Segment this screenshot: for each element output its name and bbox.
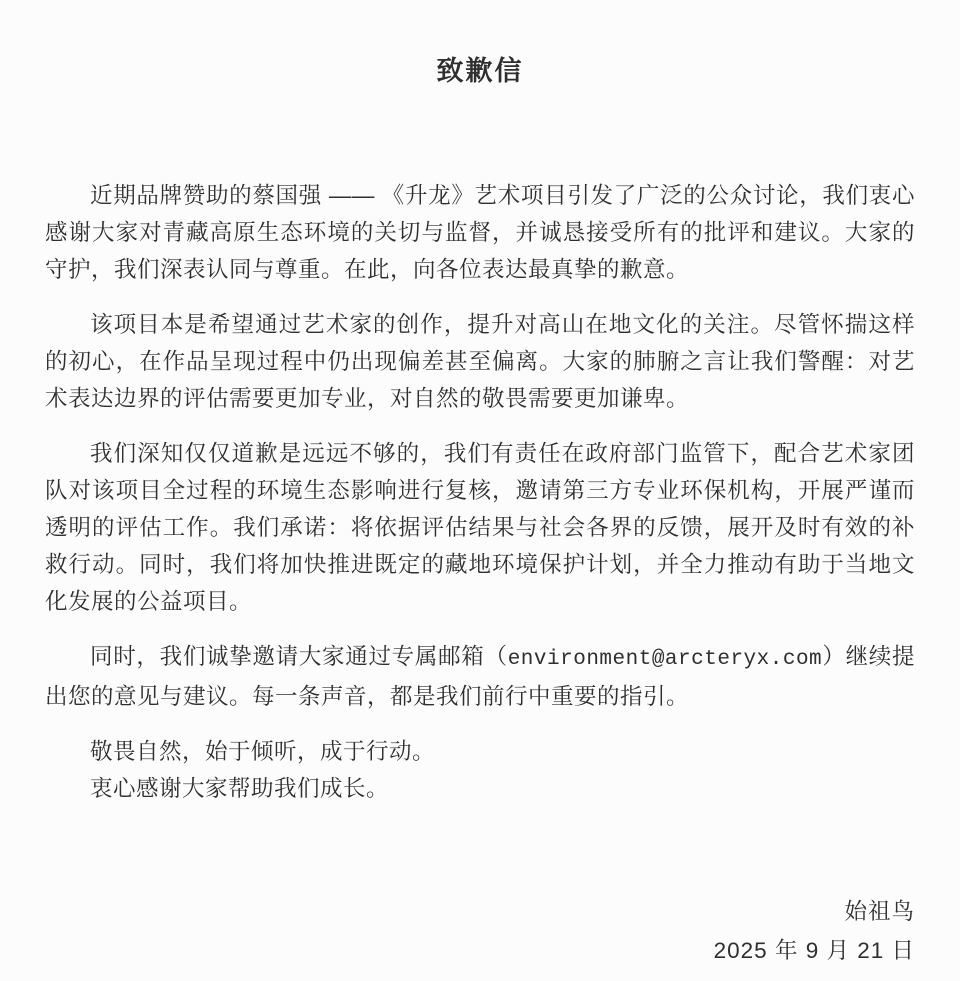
letter-title: 致歉信 xyxy=(436,56,524,86)
signature-date: 2025 年 9 月 21 日 xyxy=(713,938,915,963)
closing-line-2: 衷心感谢大家帮助我们成长。 xyxy=(90,776,390,801)
paragraph-4-text-before-email: 同时，我们诚挚邀请大家通过专属邮箱（ xyxy=(90,644,508,669)
letter-body xyxy=(45,177,915,807)
signature-block xyxy=(45,893,915,969)
contact-email: environment@arcteryx.com xyxy=(507,648,823,671)
letter-paragraph-1: 近期品牌赞助的蔡国强 —— 《升龙》艺术项目引发了广泛的公众讨论，我们衷心感谢大家对青藏高原生态环境的关切与监督，并诚恳接受所有的批评和建议。大家的守护，我们深表认同与尊重。在此，向各位表达最真挚的歉意。 xyxy=(45,183,915,282)
signature-name: 始祖鸟 xyxy=(844,899,915,924)
letter-paragraph-4 xyxy=(45,638,915,715)
letter-paragraph-2: 该项目本是希望通过艺术家的创作，提升对高山在地文化的关注。尽管怀揣这样的初心，在作品呈现过程中仍出现偏差甚至偏离。大家的肺腑之言让我们警醒：对艺术表达边界的评估需要更加专业，对自然的敬畏需要更加谦卑。 xyxy=(45,312,915,411)
closing-line-1: 敬畏自然，始于倾听，成于行动。 xyxy=(90,739,436,764)
paragraph-4-text-after-email: ）继续提出您的意见与建议。每一条声音，都是我们前行中重要的指引。 xyxy=(45,644,915,709)
letter-paragraph-3: 我们深知仅仅道歉是远远不够的，我们有责任在政府部门监管下，配合艺术家团队对该项目全过程的环境生态影响进行复核，邀请第三方专业环保机构，开展严谨而透明的评估工作。我们承诺：将依据评估结果与社会各界的反馈，展开及时有效的补救行动。同时，我们将加快推进既定的藏地环境保护计划，并全力推动有助于当地文化发展的公益项目。 xyxy=(45,441,915,614)
